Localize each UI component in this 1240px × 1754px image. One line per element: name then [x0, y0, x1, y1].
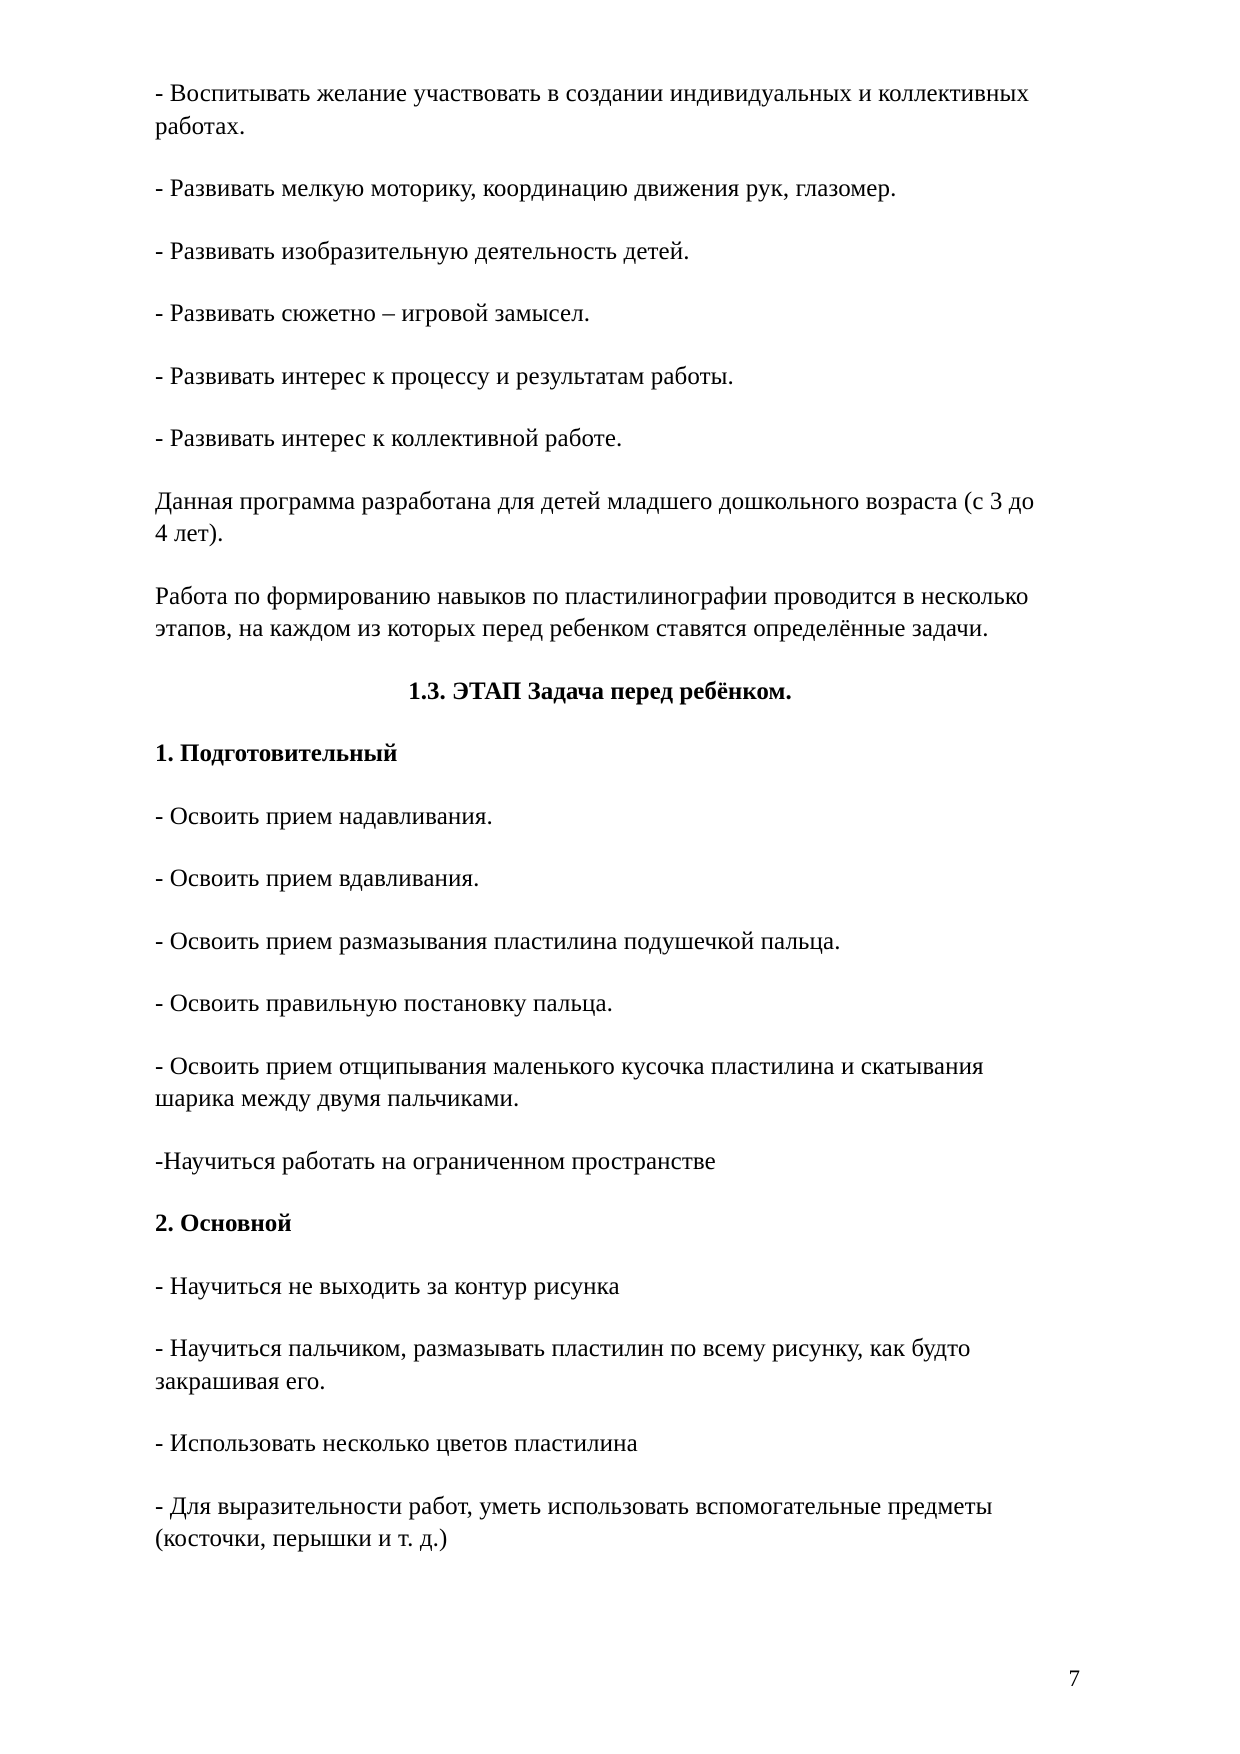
list-item: - Освоить прием вдавливания.	[155, 865, 480, 892]
list-item: - Освоить прием отщипывания маленького кусочка пластилина и скатывания шарика между двумя пальчиками.	[155, 1052, 984, 1112]
list-item: - Развивать мелкую моторику, координацию движения рук, глазомер.	[155, 175, 897, 202]
page-number: 7	[1068, 1666, 1080, 1691]
list-item: - Освоить прием надавливания.	[155, 802, 493, 830]
list-item: - Развивать сюжетно – игровой замысел.	[155, 300, 591, 327]
body-paragraph: Данная программа разработана для детей младшего дошкольного возраста (с 3 до 4 лет).	[155, 487, 1035, 547]
list-item: - Для выразительности работ, уметь использовать вспомогательные предметы (косточки, перышки и т. д.)	[155, 1492, 993, 1552]
list-item: -Научиться работать на ограниченном пространстве	[155, 1147, 716, 1175]
list-item: - Научиться пальчиком, размазывать пластилин по всему рисунку, как будто закрашивая его.	[155, 1335, 971, 1395]
list-item: - Освоить прием размазывания пластилина подушечкой пальца.	[155, 927, 841, 955]
list-item: - Использовать несколько цветов пластилина	[155, 1430, 638, 1457]
subsection-heading-stage-1: 1. Подготовительный	[155, 740, 398, 767]
section-heading: 1.3. ЭТАП Задача перед ребёнком.	[408, 677, 792, 705]
list-item: - Развивать интерес к коллективной работе.	[155, 425, 623, 452]
list-item: - Развивать изобразительную деятельность детей.	[155, 237, 690, 265]
subsection-heading-stage-2: 2. Основной	[155, 1210, 292, 1237]
page-content	[155, 78, 1045, 1586]
list-item: - Освоить правильную постановку пальца.	[155, 990, 614, 1017]
list-item: - Научиться не выходить за контур рисунка	[155, 1272, 620, 1300]
list-item: - Развивать интерес к процессу и результатам работы.	[155, 362, 734, 390]
body-paragraph: Работа по формированию навыков по пластилинографии проводится в несколько этапов, на каждом из которых перед ребенком ставятся определённые задачи.	[155, 582, 1029, 642]
list-item: - Воспитывать желание участвовать в создании индивидуальных и коллективных работах.	[155, 80, 1030, 140]
